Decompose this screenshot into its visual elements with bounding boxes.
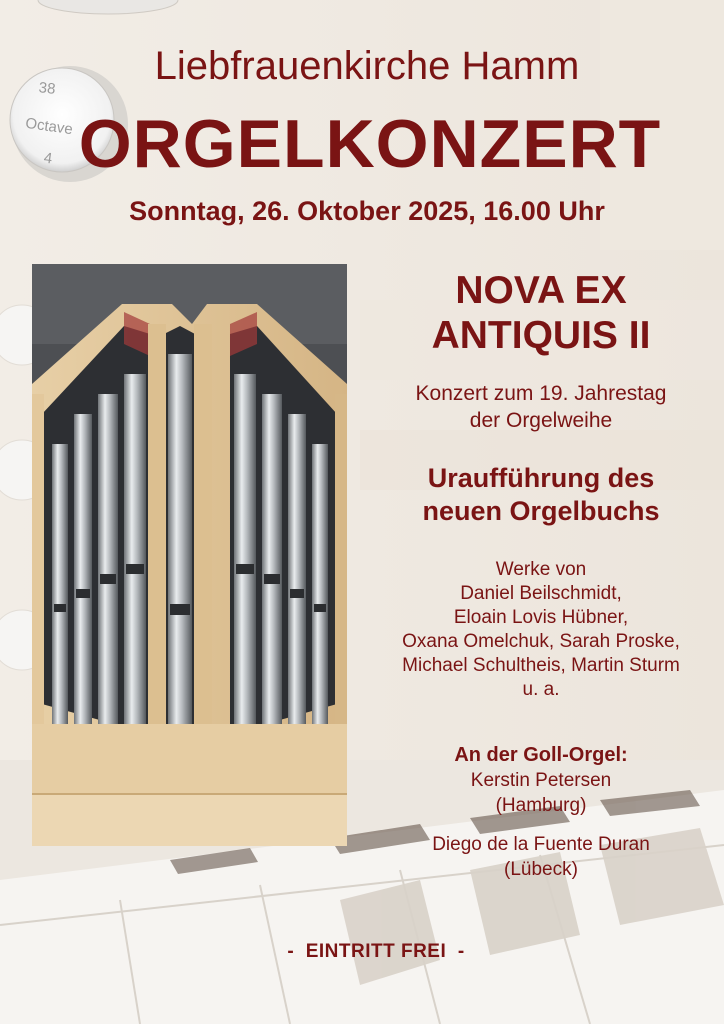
stop-knob-number-bottom: 4 — [42, 149, 54, 168]
composer-list — [362, 558, 720, 702]
performer-2 — [362, 832, 720, 882]
stop-knob-name: Octave — [24, 114, 74, 139]
performer-city: (Lübeck) — [504, 859, 578, 880]
program-subtitle — [362, 268, 720, 358]
works-line: u. a. — [522, 679, 560, 700]
performer-name: Kerstin Petersen — [470, 770, 612, 791]
venue-name: Liebfrauenkirche Hamm — [154, 44, 580, 88]
works-line: Eloain Lovis Hübner, — [453, 607, 629, 628]
performer-city: (Hamburg) — [495, 795, 587, 816]
subtitle-line: NOVA EX — [455, 269, 627, 312]
concert-title: ORGELKONZERT — [78, 106, 662, 182]
performer-1 — [362, 768, 720, 818]
works-line: Oxana Omelchuk, Sarah Proske, — [402, 631, 680, 652]
organ-pipes-photo — [32, 264, 347, 846]
admission-note: - EINTRITT FREI - — [287, 941, 465, 962]
occasion-line: der Orgelweihe — [469, 409, 613, 432]
performer-name: Diego de la Fuente Duran — [432, 834, 650, 855]
performers-heading: An der Goll-Orgel: — [454, 744, 628, 766]
concert-date: Sonntag, 26. Oktober 2025, 16.00 Uhr — [129, 196, 605, 226]
premiere-line: Uraufführung des — [427, 463, 655, 493]
subtitle-line: ANTIQUIS II — [431, 314, 651, 357]
works-line: Daniel Beilschmidt, — [460, 583, 622, 604]
works-line: Werke von — [495, 559, 587, 580]
premiere-line: neuen Orgelbuchs — [422, 496, 660, 526]
works-line: Michael Schultheis, Martin Sturm — [402, 655, 680, 676]
concert-occasion — [362, 380, 720, 434]
premiere-heading — [362, 462, 720, 528]
stop-knob-number-top: 38 — [37, 79, 57, 98]
occasion-line: Konzert zum 19. Jahrestag — [415, 382, 667, 405]
